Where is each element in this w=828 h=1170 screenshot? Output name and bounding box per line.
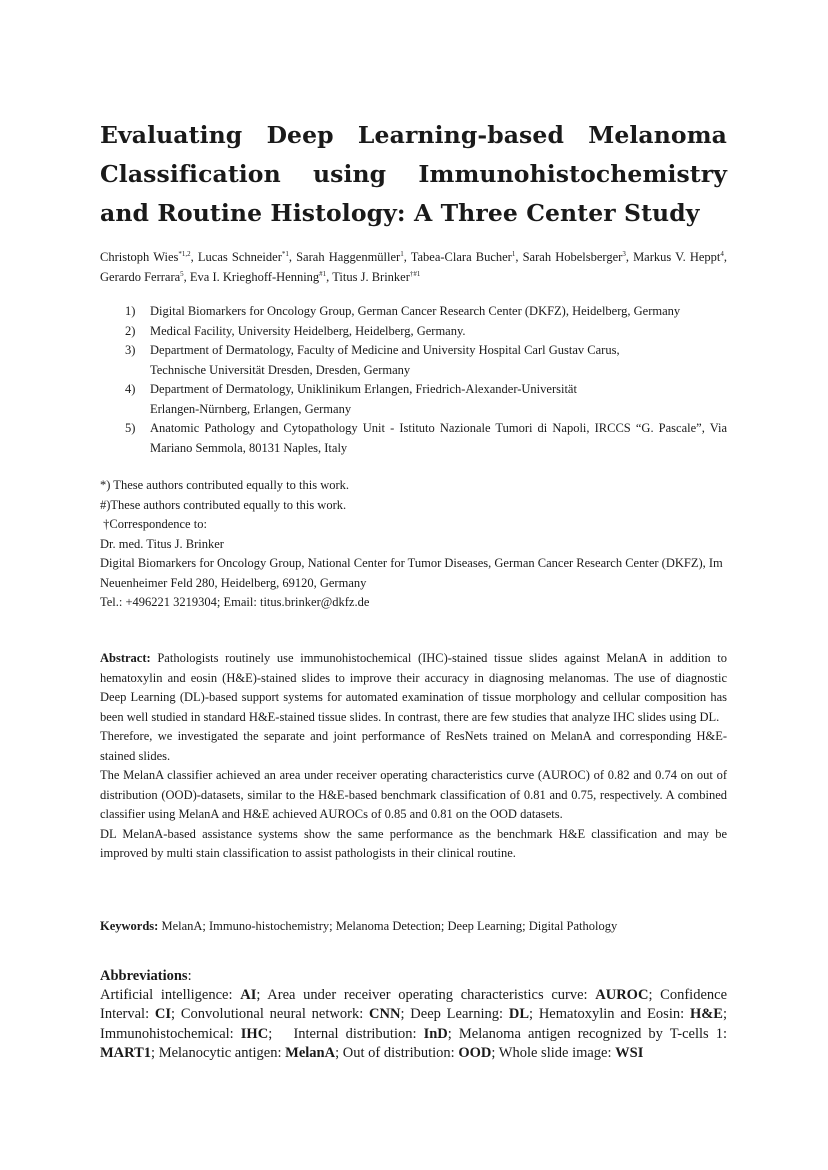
abbreviation-separator: ; <box>335 1045 343 1062</box>
abbreviation: MART1 <box>100 1045 152 1062</box>
correspondence-contact: Tel.: +496221 3219304; Email: titus.brinker@dkfz.de <box>100 595 370 609</box>
abbreviation-separator: ; <box>529 1006 539 1023</box>
abbreviation-term: Convolutional neural network: <box>180 1006 370 1023</box>
abbreviation: InD <box>423 1025 448 1042</box>
abbreviation-term: Deep Learning: <box>410 1006 509 1023</box>
author-name: Christoph Wies <box>100 250 179 264</box>
abbreviation-entry <box>267 987 660 1003</box>
affiliation-text: Anatomic Pathology and Cytopathology Unit - Istituto Nazionale Tumori di Napoli, IRCCS “G. Pascale”, Via Mariano Semmola, 80131 Naples, Italy <box>150 421 727 455</box>
author-separator: , <box>183 269 190 284</box>
abbreviation-entry <box>100 1026 293 1042</box>
affiliation-number: 3) <box>125 343 136 357</box>
author-separator: , <box>288 250 297 264</box>
author-separator: , <box>326 269 333 284</box>
abbreviation-term: Melanoma antigen recognized by T-cells 1: <box>458 1025 728 1042</box>
abbreviation-entry <box>499 1045 644 1061</box>
abbreviations-heading-colon: : <box>187 968 192 984</box>
author-separator: , <box>515 250 523 264</box>
affiliation-number: 2) <box>125 323 136 338</box>
author-name: Gerardo Ferrara <box>100 269 181 284</box>
abbreviation-separator: ; <box>447 1025 459 1042</box>
affiliation-item <box>100 419 727 458</box>
abbreviation-separator: ; <box>256 987 268 1003</box>
abbreviation-term: Area under receiver operating characteristics curve: <box>267 987 596 1003</box>
author-list <box>100 248 727 287</box>
author-affiliation-marker: 1 <box>511 249 516 258</box>
equal-contribution-note-hash: #)These authors contributed equally to this work. <box>100 497 347 512</box>
abbreviation-term: Immunohistochemical: <box>100 1025 241 1042</box>
author-name: Lucas Schneider <box>197 250 282 264</box>
author-name: Sarah Haggenmüller <box>296 250 401 264</box>
abbreviation: H&E <box>689 1006 723 1023</box>
affiliation-item <box>100 380 727 419</box>
abbreviations-heading <box>100 966 727 986</box>
author-name: Titus J. Brinker <box>332 269 410 284</box>
author-separator: , <box>723 250 727 264</box>
author <box>190 270 332 284</box>
affiliation-text-line2: Erlangen-Nürnberg, Erlangen, Germany <box>150 401 352 416</box>
author <box>332 270 420 284</box>
abbreviation-term: Artificial intelligence: <box>100 987 241 1003</box>
author-affiliation-marker: *1,2 <box>178 249 191 258</box>
abstract-paragraph: DL MelanA-based assistance systems show the same performance as the benchmark H&E classification and may be improved by multi stain classification to assist pathologists in their clinical routine. <box>100 826 727 860</box>
author-affiliation-marker: *1 <box>281 249 289 258</box>
abbreviation-entry <box>159 1045 343 1061</box>
keywords <box>100 917 727 937</box>
abbreviation-entry <box>293 1026 458 1042</box>
abstract-paragraph: The MelanA classifier achieved an area under receiver operating characteristics curve (AUROC) of 0.82 and 0.74 on out of distribution (OOD)-datasets, similar to the H&E-based benchmark classification of 0.81 and 0.75, respectively. A combined classifier using MelanA and H&E achieved AUROCs of 0.85 and 0.81 on the OOD datasets. <box>100 768 727 821</box>
abbreviation: OOD <box>458 1045 492 1062</box>
author <box>100 250 198 264</box>
affiliation-item <box>100 341 727 380</box>
abbreviation: MelanA <box>285 1045 336 1062</box>
abbreviation-term: Hematoxylin and Eosin: <box>538 1006 690 1023</box>
abbreviation-term: Whole slide image: <box>498 1045 616 1062</box>
abbreviation-term: Melanocytic antigen: <box>158 1045 286 1062</box>
affiliation-text: Digital Biomarkers for Oncology Group, German Cancer Research Center (DKFZ), Heidelberg, Germany <box>150 304 681 318</box>
author <box>523 250 633 264</box>
abbreviations-list <box>100 986 727 1064</box>
abbreviation-separator: ; <box>171 1006 181 1023</box>
abstract-text: Pathologists routinely use immunohistochemical (IHC)-stained tissue slides against MelanA in addition to hematoxylin and eosin (H&E)-stained slides to improve their accuracy in diagnosing melanomas. The use of diagnostic Deep Learning (DL)-based support systems for automated examination of tissue morphology and cellular composition has been well studied in standard H&E-stained tissue slides. In contrast, there are few studies that analyze IHC slides using DL. <box>100 651 727 724</box>
abbreviation: DL <box>508 1006 529 1023</box>
affiliation-item <box>100 302 727 322</box>
affiliation-text: Department of Dermatology, Uniklinikum Erlangen, Friedrich-Alexander-Universität <box>150 382 577 396</box>
author-affiliation-marker: 1 <box>400 249 404 258</box>
abbreviation-separator: ; <box>400 1006 411 1023</box>
affiliation-list <box>100 302 727 458</box>
keywords-text: MelanA; Immuno-histochemistry; Melanoma Detection; Deep Learning; Digital Pathology <box>158 919 618 933</box>
affiliation-number: 4) <box>125 382 136 396</box>
correspondence-label: †Correspondence to: <box>100 517 207 531</box>
author-affiliation-marker: 5 <box>180 269 184 278</box>
author-affiliation-marker: †#1 <box>409 269 421 278</box>
author-name: Eva I. Krieghoff-Henning <box>189 269 320 284</box>
abbreviation-entry <box>410 1006 539 1022</box>
affiliation-number: 5) <box>125 421 136 435</box>
author <box>296 250 411 264</box>
abbreviation-entry <box>539 1006 727 1022</box>
author-name: Sarah Hobelsberger <box>522 250 623 264</box>
abbreviation-entry <box>181 1006 410 1022</box>
keywords-label: Keywords: <box>100 919 159 933</box>
abbreviations-heading-text: Abbreviations <box>100 968 188 984</box>
abstract-paragraph <box>100 649 727 727</box>
author-separator: , <box>403 250 411 264</box>
abbreviation-term: Internal distribution: <box>293 1025 424 1042</box>
abbreviation-term: Out of distribution: <box>342 1045 459 1062</box>
abbreviation-separator: ; <box>648 987 661 1003</box>
abbreviation-entry <box>343 1045 499 1061</box>
affiliation-text: Medical Facility, University Heidelberg, Heidelberg, Germany. <box>150 323 466 338</box>
equal-contribution-note-star: *) These authors contributed equally to this work. <box>100 478 350 492</box>
author-name: Tabea-Clara Bucher <box>410 250 512 264</box>
abstract-paragraph: Therefore, we investigated the separate and joint performance of ResNets trained on MelanA and corresponding H&E-stained slides. <box>100 729 727 763</box>
author <box>100 270 190 284</box>
author-affiliation-marker: 3 <box>622 249 626 258</box>
affiliation-text-line2: Technische Universität Dresden, Dresden, Germany <box>150 362 411 377</box>
author <box>198 250 296 264</box>
abbreviation: WSI <box>615 1045 644 1062</box>
affiliation-number: 1) <box>125 304 136 318</box>
abbreviation-entry <box>100 987 267 1003</box>
abbreviation-term: Confidence Interval: <box>100 987 728 1023</box>
paper-title: Evaluating Deep Learning-based Melanoma Classification using Immunohistochemistry and Routine Histology: A Three Center Study <box>100 121 727 227</box>
abbreviation: IHC <box>240 1025 269 1042</box>
affiliation-text: Department of Dermatology, Faculty of Medicine and University Hospital Carl Gustav Carus, <box>150 343 620 357</box>
correspondence-address: Digital Biomarkers for Oncology Group, National Center for Tumor Diseases, German Cancer Research Center (DKFZ), Im Neuenheimer Feld 280, Heidelberg, 69120, Germany <box>100 556 723 590</box>
abbreviation-separator: ; <box>151 1045 159 1062</box>
author-separator: , <box>625 250 634 264</box>
abstract-label: Abstract: <box>100 651 151 665</box>
author-affiliation-marker: #1 <box>319 269 327 278</box>
affiliation-item <box>100 322 727 342</box>
abbreviation: AUROC <box>595 987 649 1003</box>
author-affiliation-marker: 4 <box>720 249 724 258</box>
abbreviation: CI <box>154 1006 172 1023</box>
abbreviation: CNN <box>369 1006 401 1023</box>
author-name: Markus V. Heppt <box>633 250 721 264</box>
abbreviation: AI <box>240 987 257 1003</box>
abstract <box>100 649 727 864</box>
abbreviation-separator: ; <box>722 1006 727 1023</box>
correspondence-name: Dr. med. Titus J. Brinker <box>100 536 224 551</box>
abbreviation-separator: ; <box>491 1045 499 1062</box>
author-separator: , <box>190 250 198 264</box>
author <box>633 250 727 264</box>
author <box>411 250 523 264</box>
abbreviation-separator: ; <box>268 1025 294 1042</box>
